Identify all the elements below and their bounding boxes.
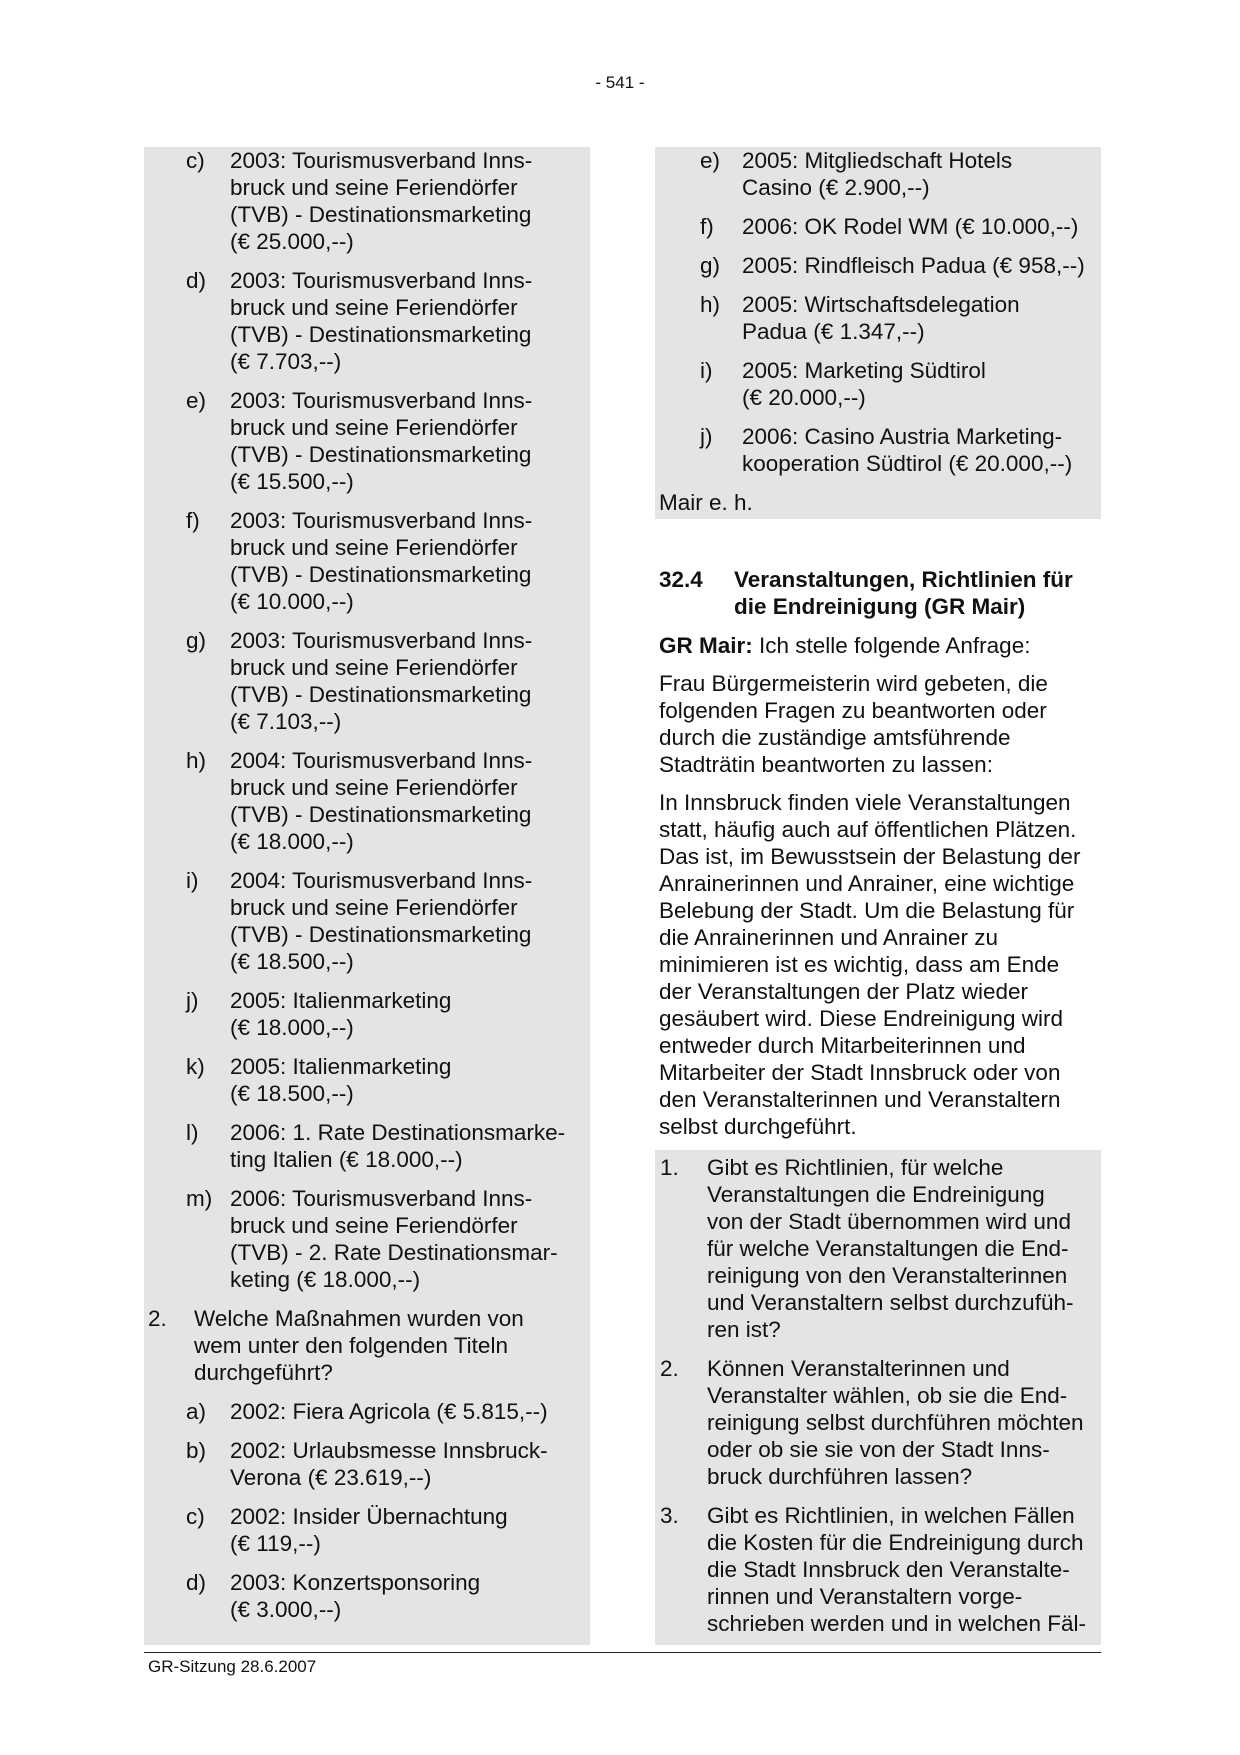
text-line: bruck und seine Feriendörfer bbox=[230, 1213, 518, 1238]
text-line: 2002: Urlaubsmesse Innsbruck- bbox=[230, 1438, 548, 1463]
text-line: kooperation Südtirol (€ 20.000,--) bbox=[742, 451, 1073, 476]
text-line: Das ist, im Bewusstsein der Belastung der bbox=[659, 844, 1081, 869]
text-line: (€ 119,--) bbox=[230, 1531, 321, 1556]
text-line: 2003: Tourismusverband Inns- bbox=[230, 268, 533, 293]
text-line: durch die zuständige amtsführende bbox=[659, 725, 1011, 750]
text-line: (TVB) - Destinationsmarketing bbox=[230, 802, 532, 827]
text-line: 2003: Tourismusverband Inns- bbox=[230, 508, 533, 533]
text-line: (TVB) - Destinationsmarketing bbox=[230, 682, 532, 707]
list-item bbox=[144, 1569, 590, 1623]
text-line: 2004: Tourismusverband Inns- bbox=[230, 868, 533, 893]
text-line: 2005: Marketing Südtirol bbox=[742, 358, 986, 383]
text-line: Gibt es Richtlinien, in welchen Fällen bbox=[707, 1503, 1075, 1528]
text-line: 2003: Tourismusverband Inns- bbox=[230, 388, 533, 413]
text-line: (TVB) - Destinationsmarketing bbox=[230, 562, 532, 587]
list-item bbox=[144, 507, 590, 615]
text-line: den Veranstalterinnen und Veranstaltern bbox=[659, 1087, 1061, 1112]
text-line: für welche Veranstaltungen die End- bbox=[707, 1236, 1069, 1261]
text-line: Belebung der Stadt. Um die Belastung für bbox=[659, 898, 1075, 923]
list-item bbox=[659, 291, 1101, 345]
list-item-label: j) bbox=[700, 424, 713, 449]
list-item-label: i) bbox=[186, 868, 199, 893]
text-line: 2006: Casino Austria Marketing- bbox=[742, 424, 1063, 449]
list-item bbox=[144, 867, 590, 975]
context-paragraph bbox=[659, 789, 1101, 1140]
list-item bbox=[144, 147, 590, 255]
text-line: In Innsbruck finden viele Veranstaltungen bbox=[659, 790, 1071, 815]
list-item-label: e) bbox=[186, 388, 207, 413]
text-line: (€ 7.103,--) bbox=[230, 709, 342, 734]
text-line: bruck und seine Feriendörfer bbox=[230, 295, 518, 320]
text-line: Welche Maßnahmen wurden von bbox=[194, 1306, 524, 1331]
list-item bbox=[659, 147, 1101, 201]
text-line: Casino (€ 2.900,--) bbox=[742, 175, 930, 200]
text-line: (€ 18.000,--) bbox=[230, 829, 354, 854]
text-line: die Kosten für die Endreinigung durch bbox=[707, 1530, 1084, 1555]
request-paragraph bbox=[659, 670, 1101, 778]
text-line: bruck und seine Feriendörfer bbox=[230, 895, 518, 920]
text-line: minimieren ist es wichtig, dass am Ende bbox=[659, 952, 1060, 977]
speaker-name: GR Mair: bbox=[659, 633, 753, 658]
text-line: und Veranstaltern selbst durchzufüh- bbox=[707, 1290, 1074, 1315]
question-item bbox=[659, 1154, 1101, 1343]
list-item bbox=[144, 1503, 590, 1557]
right-column bbox=[659, 147, 1101, 1649]
measures-list-continued bbox=[659, 147, 1101, 477]
list-item-label: h) bbox=[186, 748, 207, 773]
text-line: Stadträtin beantworten zu lassen: bbox=[659, 752, 993, 777]
signoff: Mair e. h. bbox=[659, 490, 753, 515]
section-heading bbox=[659, 566, 1101, 620]
list-item-label: j) bbox=[186, 988, 199, 1013]
text-line: von der Stadt übernommen wird und bbox=[707, 1209, 1071, 1234]
text-line: bruck und seine Feriendörfer bbox=[230, 775, 518, 800]
text-line: ren ist? bbox=[707, 1317, 781, 1342]
text-line: reinigung von den Veranstalterinnen bbox=[707, 1263, 1068, 1288]
question-item bbox=[659, 1502, 1101, 1637]
list-item bbox=[144, 267, 590, 375]
text-line: bruck und seine Feriendörfer bbox=[230, 655, 518, 680]
text-line: (€ 18.000,--) bbox=[230, 1015, 354, 1040]
text-line: selbst durchgeführt. bbox=[659, 1114, 857, 1139]
text-line: 2006: 1. Rate Destinationsmarke- bbox=[230, 1120, 566, 1145]
text-line: 2002: Insider Übernachtung bbox=[230, 1504, 508, 1529]
list-item bbox=[144, 387, 590, 495]
text-line: rinnen und Veranstaltern vorge- bbox=[707, 1584, 1023, 1609]
text-line: (€ 18.500,--) bbox=[230, 1081, 354, 1106]
text-line: entweder durch Mitarbeiterinnen und bbox=[659, 1033, 1026, 1058]
list-item-label: d) bbox=[186, 268, 207, 293]
text-line: (€ 25.000,--) bbox=[230, 229, 354, 254]
sponsoring-list-continued bbox=[144, 147, 590, 1293]
text-line: Frau Bürgermeisterin wird gebeten, die bbox=[659, 671, 1048, 696]
footer-text: GR-Sitzung 28.6.2007 bbox=[148, 1657, 317, 1676]
text-line: Verona (€ 23.619,--) bbox=[230, 1465, 432, 1490]
text-line: 2005: Italienmarketing bbox=[230, 988, 452, 1013]
text-line: (TVB) - Destinationsmarketing bbox=[230, 442, 532, 467]
text-line: Können Veranstalterinnen und bbox=[707, 1356, 1010, 1381]
section-number: 32.4 bbox=[659, 567, 703, 592]
text-line: 2005: Rindfleisch Padua (€ 958,--) bbox=[742, 253, 1085, 278]
list-item bbox=[659, 423, 1101, 477]
list-item-label: c) bbox=[186, 1504, 205, 1529]
text-line: 2003: Tourismusverband Inns- bbox=[230, 628, 533, 653]
text-line: die Anrainerinnen und Anrainer zu bbox=[659, 925, 998, 950]
text-line: wem unter den folgenden Titeln bbox=[194, 1333, 508, 1358]
list-item-label: 3. bbox=[660, 1503, 679, 1528]
list-item bbox=[659, 252, 1101, 279]
question-2 bbox=[144, 1305, 590, 1386]
text-line: Veranstaltungen, Richtlinien für bbox=[734, 567, 1073, 592]
text-line: reinigung selbst durchführen möchten bbox=[707, 1410, 1084, 1435]
text-line: (€ 20.000,--) bbox=[742, 385, 866, 410]
text-line: 2003: Tourismusverband Inns- bbox=[230, 148, 533, 173]
text-line: bruck und seine Feriendörfer bbox=[230, 415, 518, 440]
text-line: 2006: OK Rodel WM (€ 10.000,--) bbox=[742, 214, 1079, 239]
list-item bbox=[144, 1437, 590, 1491]
text-line: Gibt es Richtlinien, für welche bbox=[707, 1155, 1004, 1180]
list-item-label: h) bbox=[700, 292, 721, 317]
text-line: (TVB) - Destinationsmarketing bbox=[230, 202, 532, 227]
text-line: oder ob sie sie von der Stadt Inns- bbox=[707, 1437, 1050, 1462]
text-line: (TVB) - Destinationsmarketing bbox=[230, 922, 532, 947]
text-line: durchgeführt? bbox=[194, 1360, 333, 1385]
list-item-label: l) bbox=[186, 1120, 199, 1145]
intro-line bbox=[659, 632, 1101, 659]
list-item-label: f) bbox=[700, 214, 714, 239]
text-line: statt, häufig auch auf öffentlichen Plätzen. bbox=[659, 817, 1077, 842]
text-line: die Stadt Innsbruck den Veranstalte- bbox=[707, 1557, 1070, 1582]
text-line: (€ 15.500,--) bbox=[230, 469, 354, 494]
list-item-label: g) bbox=[700, 253, 721, 278]
list-item bbox=[144, 1398, 590, 1425]
text-line: Padua (€ 1.347,--) bbox=[742, 319, 925, 344]
list-item bbox=[144, 1185, 590, 1293]
list-item-label: k) bbox=[186, 1054, 205, 1079]
question-item bbox=[659, 1355, 1101, 1490]
list-item bbox=[144, 1119, 590, 1173]
text-line: bruck und seine Feriendörfer bbox=[230, 175, 518, 200]
text-line: bruck und seine Feriendörfer bbox=[230, 535, 518, 560]
left-column bbox=[144, 147, 590, 1635]
text-line: (€ 10.000,--) bbox=[230, 589, 354, 614]
list-item bbox=[144, 987, 590, 1041]
text-line: Mitarbeiter der Stadt Innsbruck oder von bbox=[659, 1060, 1061, 1085]
text-line: (TVB) - 2. Rate Destinationsmar- bbox=[230, 1240, 558, 1265]
text-line: 2003: Konzertsponsoring bbox=[230, 1570, 481, 1595]
list-item-label: g) bbox=[186, 628, 207, 653]
text-line: Veranstalter wählen, ob sie die End- bbox=[707, 1383, 1068, 1408]
list-item-label: a) bbox=[186, 1399, 207, 1424]
text-line: Veranstaltungen die Endreinigung bbox=[707, 1182, 1045, 1207]
list-item-label: 2. bbox=[660, 1356, 679, 1381]
text-line: bruck durchführen lassen? bbox=[707, 1464, 973, 1489]
intro-text: Ich stelle folgende Anfrage: bbox=[752, 633, 1031, 658]
list-item-label: d) bbox=[186, 1570, 207, 1595]
text-line: der Veranstaltungen der Platz wieder bbox=[659, 979, 1028, 1004]
list-item bbox=[659, 357, 1101, 411]
text-line: (€ 3.000,--) bbox=[230, 1597, 342, 1622]
list-item-label: m) bbox=[186, 1186, 213, 1211]
text-line: (€ 7.703,--) bbox=[230, 349, 342, 374]
list-item-label: i) bbox=[700, 358, 713, 383]
list-item bbox=[144, 627, 590, 735]
list-item-label: f) bbox=[186, 508, 200, 533]
text-line: gesäubert wird. Diese Endreinigung wird bbox=[659, 1006, 1063, 1031]
list-item bbox=[144, 1053, 590, 1107]
footer-divider bbox=[144, 1652, 1101, 1653]
text-line: Anrainerinnen und Anrainer, eine wichtige bbox=[659, 871, 1075, 896]
text-line: 2005: Mitgliedschaft Hotels bbox=[742, 148, 1013, 173]
questions-list bbox=[659, 1154, 1101, 1637]
text-line: 2002: Fiera Agricola (€ 5.815,--) bbox=[230, 1399, 548, 1424]
measures-list bbox=[144, 1398, 590, 1623]
text-line: 2005: Wirtschaftsdelegation bbox=[742, 292, 1020, 317]
text-line: 2004: Tourismusverband Inns- bbox=[230, 748, 533, 773]
text-line: schrieben werden und in welchen Fäl- bbox=[707, 1611, 1086, 1636]
text-line: keting (€ 18.000,--) bbox=[230, 1267, 421, 1292]
question-label: 2. bbox=[148, 1306, 167, 1331]
page-number: - 541 - bbox=[595, 73, 645, 92]
text-line: folgenden Fragen zu beantworten oder bbox=[659, 698, 1047, 723]
section-title bbox=[734, 566, 1101, 620]
text-line: ting Italien (€ 18.000,--) bbox=[230, 1147, 463, 1172]
text-line: 2005: Italienmarketing bbox=[230, 1054, 452, 1079]
text-line: (TVB) - Destinationsmarketing bbox=[230, 322, 532, 347]
text-line: 2006: Tourismusverband Inns- bbox=[230, 1186, 533, 1211]
text-line: (€ 18.500,--) bbox=[230, 949, 354, 974]
text-line: die Endreinigung (GR Mair) bbox=[734, 594, 1026, 619]
list-item-label: 1. bbox=[660, 1155, 679, 1180]
list-item-label: b) bbox=[186, 1438, 207, 1463]
list-item-label: c) bbox=[186, 148, 205, 173]
list-item bbox=[659, 213, 1101, 240]
list-item bbox=[144, 747, 590, 855]
list-item-label: e) bbox=[700, 148, 721, 173]
